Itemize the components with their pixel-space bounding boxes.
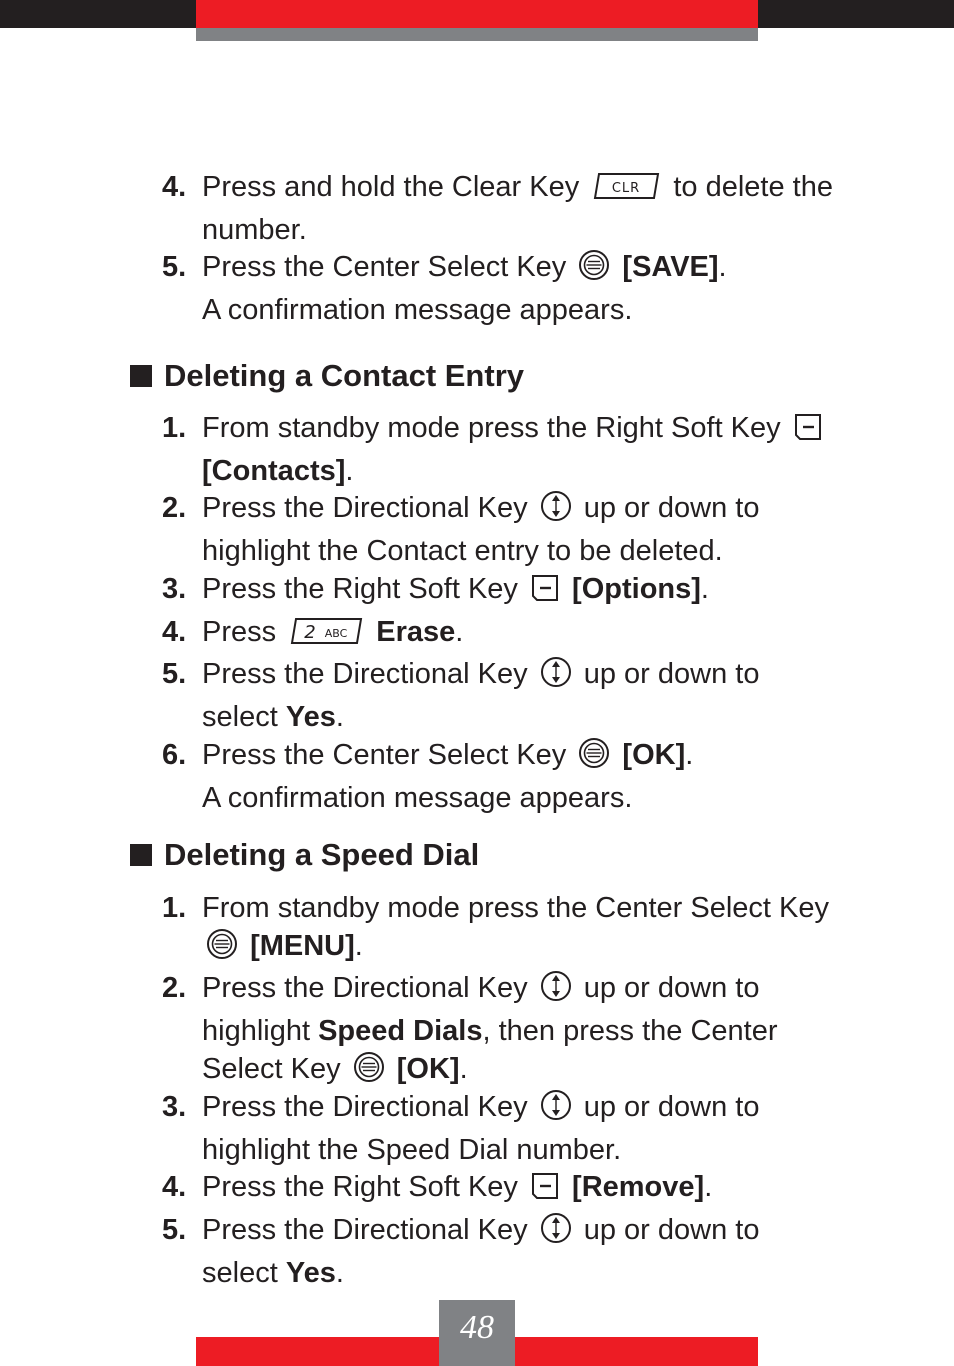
svg-text:CLR: CLR: [612, 181, 641, 196]
text-run: number.: [202, 214, 307, 246]
text-run: Press the Directional Key: [202, 492, 536, 524]
bold-text: Erase: [376, 616, 456, 648]
step-number: 4.: [162, 616, 187, 648]
text-run: highlight: [202, 1015, 319, 1047]
heading-square-icon: [130, 844, 152, 866]
text-run: .: [459, 1053, 468, 1085]
step-number: 1.: [162, 412, 187, 444]
bold-text: [Options]: [572, 573, 701, 605]
step-number: 3.: [162, 1091, 187, 1123]
section-heading-text: Deleting a Contact Entry: [164, 358, 524, 393]
text-run: up or down to: [575, 972, 760, 1004]
text-run: up or down to: [575, 492, 760, 524]
step-text: [202, 570, 892, 613]
directional-key-icon: [540, 1089, 572, 1131]
text-run: Select Key: [202, 1053, 349, 1085]
step-text: [202, 1088, 892, 1169]
step-number: 2.: [162, 972, 187, 1004]
2abc-key-icon: [288, 616, 364, 656]
step-number: 5.: [162, 1214, 187, 1246]
text-run: [389, 1053, 397, 1085]
text-run: From standby mode press the Right Soft Key: [202, 412, 789, 444]
step-text: [202, 655, 892, 736]
text-run: [564, 1171, 572, 1203]
text-run: highlight the Contact entry to be deleted.: [202, 535, 723, 567]
bold-text: [Contacts]: [202, 455, 346, 487]
directional-key-icon: [540, 1212, 572, 1254]
text-run: Press the Directional Key: [202, 1091, 536, 1123]
text-run: Press the Right Soft Key: [202, 573, 526, 605]
step-number: 2.: [162, 492, 187, 524]
clr-key-icon: [591, 171, 661, 211]
text-run: .: [335, 701, 344, 733]
bold-text: [Remove]: [572, 1171, 705, 1203]
center-select-key-icon: [206, 928, 238, 970]
step-text: [202, 409, 892, 490]
text-run: Press the Directional Key: [202, 972, 536, 1004]
svg-text:2: 2: [304, 622, 316, 643]
text-run: Press: [202, 616, 285, 648]
section-heading: [130, 357, 524, 395]
step-text: [202, 168, 892, 249]
step-text: [202, 736, 892, 817]
text-run: [564, 573, 572, 605]
text-run: From standby mode press the Center Select Key: [202, 892, 830, 924]
text-run: A confirmation message appears.: [202, 294, 633, 326]
step-text: [202, 489, 892, 570]
bold-text: [OK]: [622, 739, 686, 771]
svg-text:ABC: ABC: [324, 627, 348, 640]
top-band-gray: [196, 28, 758, 41]
directional-key-icon: [540, 490, 572, 532]
text-run: select: [202, 1257, 286, 1289]
text-run: Press the Directional Key: [202, 658, 536, 690]
text-run: , then press the Center: [482, 1015, 778, 1047]
bold-text: [OK]: [396, 1053, 460, 1085]
right-soft-key-icon: [530, 1171, 560, 1211]
bold-text: Yes: [285, 1257, 336, 1289]
bold-text: Speed Dials: [318, 1015, 483, 1047]
text-run: Press the Center Select Key: [202, 739, 575, 771]
text-run: to delete the: [665, 171, 833, 203]
text-run: [242, 930, 250, 962]
step-number: 3.: [162, 573, 187, 605]
text-run: .: [704, 1171, 713, 1203]
bold-text: [SAVE]: [622, 251, 719, 283]
step-number: 5.: [162, 658, 187, 690]
section-heading-text: Deleting a Speed Dial: [164, 837, 480, 872]
step-number: 6.: [162, 739, 187, 771]
text-run: highlight the Speed Dial number.: [202, 1134, 622, 1166]
step-number: 4.: [162, 1171, 187, 1203]
text-run: Press the Center Select Key: [202, 251, 575, 283]
step-text: [202, 1211, 892, 1292]
text-run: .: [718, 251, 727, 283]
step-text: [202, 248, 892, 329]
step-text: [202, 1168, 892, 1211]
text-run: .: [354, 930, 363, 962]
step-text: [202, 613, 892, 656]
step-number: 4.: [162, 171, 187, 203]
text-run: .: [685, 739, 694, 771]
step-text: [202, 889, 892, 970]
step-number: 5.: [162, 251, 187, 283]
text-run: .: [335, 1257, 344, 1289]
top-band-right: [758, 0, 954, 28]
text-run: .: [455, 616, 464, 648]
center-select-key-icon: [578, 737, 610, 779]
bold-text: Yes: [285, 701, 336, 733]
center-select-key-icon: [578, 249, 610, 291]
text-run: Press and hold the Clear Key: [202, 171, 588, 203]
text-run: .: [345, 455, 354, 487]
text-run: up or down to: [575, 1091, 760, 1123]
center-select-key-icon: [353, 1051, 385, 1093]
bold-text: [MENU]: [250, 930, 355, 962]
top-band-red: [196, 0, 758, 28]
directional-key-icon: [540, 656, 572, 698]
directional-key-icon: [540, 970, 572, 1012]
text-run: up or down to: [575, 658, 760, 690]
text-run: select: [202, 701, 286, 733]
heading-square-icon: [130, 365, 152, 387]
section-heading: [130, 836, 479, 874]
top-band-left: [0, 0, 196, 28]
text-run: up or down to: [575, 1214, 760, 1246]
text-run: Press the Directional Key: [202, 1214, 536, 1246]
text-run: Press the Right Soft Key: [202, 1171, 526, 1203]
right-soft-key-icon: [530, 573, 560, 613]
step-text: [202, 969, 892, 1093]
right-soft-key-icon: [793, 412, 823, 452]
page-number: 48: [460, 1309, 494, 1346]
text-run: .: [700, 573, 709, 605]
text-run: A confirmation message appears.: [202, 782, 633, 814]
step-number: 1.: [162, 892, 187, 924]
